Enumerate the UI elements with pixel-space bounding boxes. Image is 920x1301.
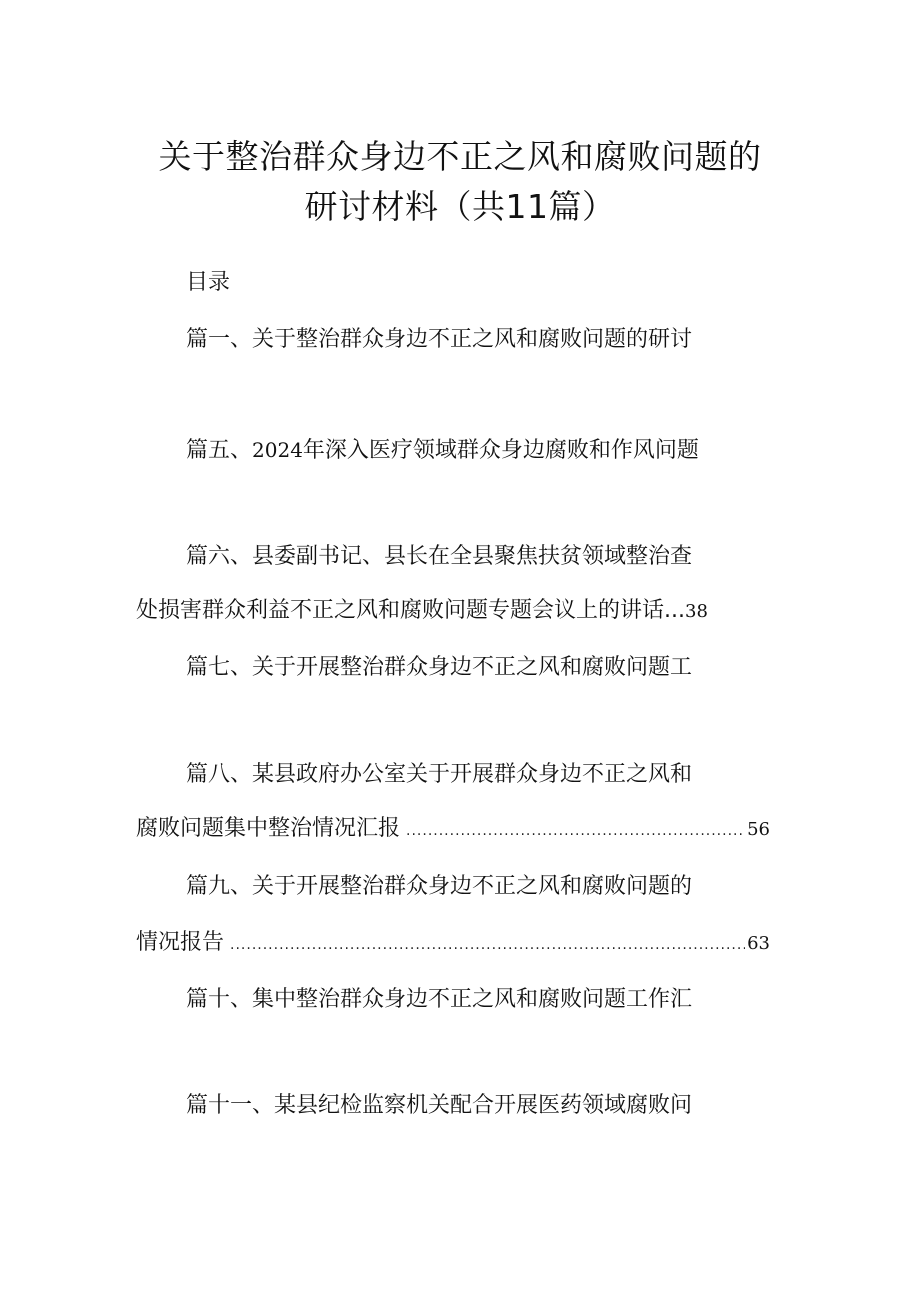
toc-entry-1[interactable]: 篇一、关于整治群众身边不正之风和腐败问题的研讨 <box>186 327 693 352</box>
toc-entry-10[interactable]: 篇十、集中整治群众身边不正之风和腐败问题工作汇 <box>186 987 693 1012</box>
toc-entry-6-text: 处损害群众利益不正之风和腐败问题专题会议上的讲话 <box>136 598 665 623</box>
toc-entry-8-line-1[interactable]: 篇八、某县政府办公室关于开展群众身边不正之风和 <box>186 762 693 787</box>
toc-entry-5[interactable] <box>186 435 699 466</box>
toc-entry-8-text: 腐败问题集中整治情况汇报 <box>136 816 401 841</box>
toc-entry-6-line-2[interactable] <box>136 596 708 627</box>
toc-entry-5-rest: 年深入医疗领域群众身边腐败和作风问题 <box>302 438 699 463</box>
toc-entry-9-text: 情况报告 <box>136 930 225 955</box>
toc-entry-6-line-1[interactable]: 篇六、县委副书记、县长在全县聚焦扶贫领域整治查 <box>186 544 693 569</box>
toc-entry-8-leader <box>406 816 745 846</box>
toc-entry-6-leader: ... <box>664 598 685 623</box>
toc-entry-9-line-2[interactable] <box>136 928 770 960</box>
document-title-line-1: 关于整治群众身边不正之风和腐败问题的 <box>158 137 762 176</box>
toc-entry-5-year: 2024 <box>252 438 303 462</box>
toc-entry-9-page: 63 <box>747 933 770 954</box>
toc-entry-5-prefix: 篇五、 <box>186 438 253 463</box>
document-title-line-2: 研讨材料（共11篇） <box>304 187 616 226</box>
toc-entry-6-page: 38 <box>685 601 708 622</box>
toc-entry-9-line-1[interactable]: 篇九、关于开展整治群众身边不正之风和腐败问题的 <box>186 874 693 899</box>
toc-heading: 目录 <box>186 270 231 295</box>
toc-entry-8-page: 56 <box>747 819 770 840</box>
toc-entry-11[interactable]: 篇十一、某县纪检监察机关配合开展医药领域腐败问 <box>186 1093 693 1118</box>
toc-entry-8-line-2[interactable] <box>136 814 770 846</box>
toc-entry-7[interactable]: 篇七、关于开展整治群众身边不正之风和腐败问题工 <box>186 655 693 680</box>
toc-entry-9-leader <box>230 930 745 960</box>
